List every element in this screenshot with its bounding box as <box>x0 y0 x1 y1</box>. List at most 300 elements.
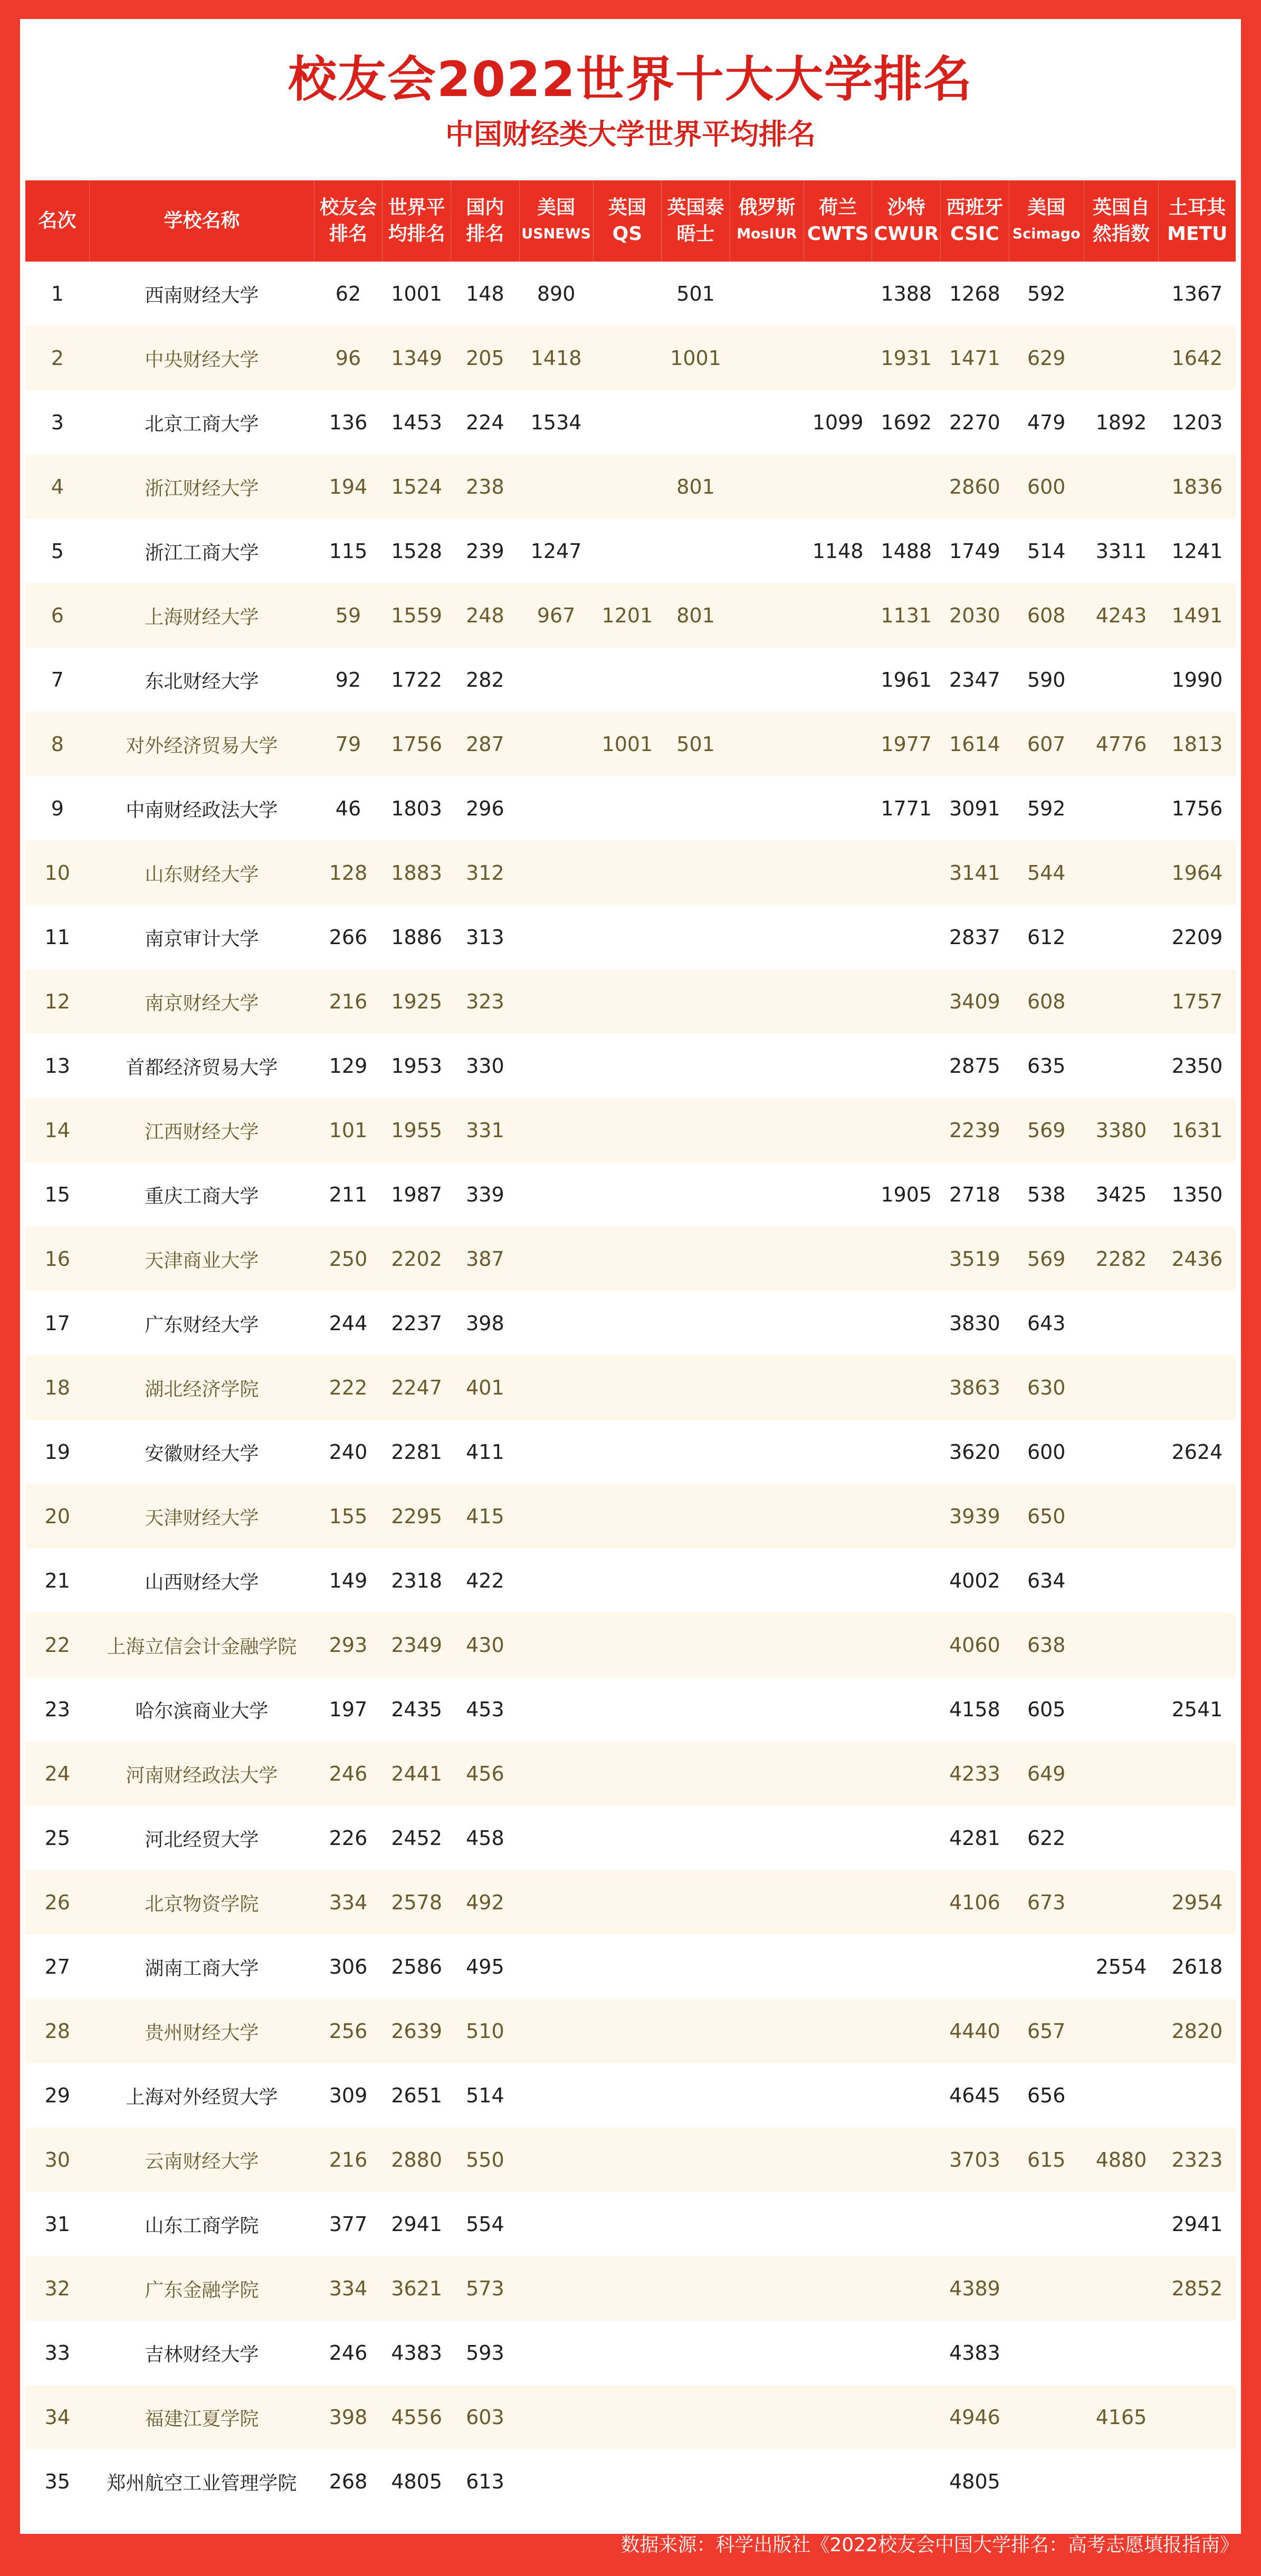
table-row <box>25 262 1236 326</box>
column-header <box>383 180 451 262</box>
ranking-value-cell: 238 <box>451 455 520 519</box>
ranking-value-cell <box>730 841 804 905</box>
rank-cell: 29 <box>25 2063 90 2128</box>
ranking-value-cell: 1524 <box>383 455 451 519</box>
ranking-value-cell <box>1084 2192 1159 2256</box>
ranking-value-cell: 148 <box>451 262 520 326</box>
ranking-value-cell <box>1159 2449 1236 2514</box>
ranking-value-cell: 890 <box>519 262 593 326</box>
ranking-value-cell: 226 <box>314 1806 383 1870</box>
ranking-value-cell: 4645 <box>941 2063 1009 2128</box>
ranking-value-cell <box>593 776 662 841</box>
ranking-value-cell: 801 <box>662 455 730 519</box>
ranking-value-cell: 4776 <box>1084 712 1159 776</box>
ranking-value-cell <box>593 1484 662 1549</box>
ranking-value-cell: 650 <box>1009 1484 1084 1549</box>
ranking-value-cell: 605 <box>1009 1677 1084 1742</box>
rank-cell: 28 <box>25 1999 90 2063</box>
ranking-value-cell <box>662 1484 730 1549</box>
ranking-value-cell: 607 <box>1009 712 1084 776</box>
ranking-value-cell: 638 <box>1009 1613 1084 1677</box>
ranking-value-cell: 2281 <box>383 1420 451 1484</box>
school-name-cell: 云南财经大学 <box>90 2128 314 2192</box>
ranking-value-cell: 1001 <box>662 326 730 390</box>
ranking-value-cell: 967 <box>519 583 593 648</box>
ranking-value-cell: 46 <box>314 776 383 841</box>
ranking-value-cell <box>519 455 593 519</box>
ranking-value-cell: 1931 <box>872 326 941 390</box>
ranking-value-cell: 1642 <box>1159 326 1236 390</box>
ranking-value-cell <box>804 1098 872 1162</box>
ranking-value-cell <box>730 1870 804 1935</box>
ranking-value-cell: 1977 <box>872 712 941 776</box>
ranking-card <box>20 19 1241 2534</box>
column-header-line1: 荷兰 <box>819 197 857 218</box>
column-header <box>804 180 872 262</box>
ranking-value-cell: 2954 <box>1159 1870 1236 1935</box>
ranking-value-cell <box>872 2321 941 2385</box>
ranking-value-cell: 3409 <box>941 969 1009 1034</box>
ranking-value-cell: 2247 <box>383 1356 451 1420</box>
ranking-value-cell: 309 <box>314 2063 383 2128</box>
ranking-value-cell: 224 <box>451 390 520 455</box>
rank-cell: 26 <box>25 1870 90 1935</box>
ranking-value-cell: 615 <box>1009 2128 1084 2192</box>
ranking-value-cell: 656 <box>1009 2063 1084 2128</box>
ranking-value-cell <box>872 1806 941 1870</box>
rank-cell: 8 <box>25 712 90 776</box>
ranking-value-cell: 244 <box>314 1291 383 1356</box>
ranking-value-cell <box>662 1034 730 1098</box>
rank-cell: 19 <box>25 1420 90 1484</box>
ranking-value-cell <box>519 1162 593 1227</box>
ranking-value-cell: 1990 <box>1159 648 1236 712</box>
ranking-value-cell <box>730 1356 804 1420</box>
column-header-line2: Scimago <box>1012 226 1081 242</box>
ranking-value-cell: 2452 <box>383 1806 451 1870</box>
ranking-value-cell <box>1084 2063 1159 2128</box>
ranking-value-cell: 398 <box>451 1291 520 1356</box>
ranking-value-cell: 1925 <box>383 969 451 1034</box>
ranking-value-cell <box>730 1227 804 1291</box>
ranking-value-cell <box>804 326 872 390</box>
school-name-cell: 哈尔滨商业大学 <box>90 1677 314 1742</box>
ranking-value-cell: 4383 <box>383 2321 451 2385</box>
ranking-value-cell: 136 <box>314 390 383 455</box>
ranking-value-cell <box>872 1227 941 1291</box>
school-name-cell: 山西财经大学 <box>90 1549 314 1613</box>
ranking-value-cell: 1001 <box>383 262 451 326</box>
ranking-value-cell: 313 <box>451 905 520 969</box>
ranking-value-cell: 1418 <box>519 326 593 390</box>
ranking-value-cell <box>730 712 804 776</box>
ranking-value-cell <box>519 2385 593 2449</box>
ranking-value-cell: 2435 <box>383 1677 451 1742</box>
column-header-line2: METU <box>1167 223 1228 245</box>
school-name-cell: 郑州航空工业管理学院 <box>90 2449 314 2514</box>
ranking-value-cell <box>1159 1613 1236 1677</box>
ranking-value-cell <box>519 1935 593 1999</box>
ranking-value-cell <box>519 2192 593 2256</box>
column-header-line2: USNEWS <box>521 226 591 242</box>
ranking-value-cell <box>519 1420 593 1484</box>
ranking-value-cell <box>662 2063 730 2128</box>
ranking-value-cell <box>662 1935 730 1999</box>
ranking-value-cell: 430 <box>451 1613 520 1677</box>
ranking-value-cell: 2860 <box>941 455 1009 519</box>
ranking-value-cell <box>593 1356 662 1420</box>
table-row <box>25 2256 1236 2321</box>
ranking-value-cell <box>872 2256 941 2321</box>
ranking-value-cell: 2282 <box>1084 1227 1159 1291</box>
ranking-value-cell: 538 <box>1009 1162 1084 1227</box>
ranking-value-cell <box>1159 1484 1236 1549</box>
ranking-value-cell: 495 <box>451 1935 520 1999</box>
ranking-value-cell <box>872 1291 941 1356</box>
ranking-value-cell: 649 <box>1009 1742 1084 1806</box>
ranking-value-cell: 603 <box>451 2385 520 2449</box>
column-header-line2: 晤士 <box>676 223 715 245</box>
ranking-value-cell: 1756 <box>383 712 451 776</box>
ranking-value-cell <box>519 1999 593 2063</box>
school-name-cell: 浙江财经大学 <box>90 455 314 519</box>
ranking-value-cell <box>1084 2449 1159 2514</box>
ranking-value-cell: 612 <box>1009 905 1084 969</box>
column-header-line2: CWTS <box>807 223 869 245</box>
ranking-value-cell: 1247 <box>519 519 593 583</box>
ranking-value-cell <box>804 1356 872 1420</box>
ranking-value-cell: 211 <box>314 1162 383 1227</box>
ranking-value-cell: 330 <box>451 1034 520 1098</box>
ranking-value-cell: 2554 <box>1084 1935 1159 1999</box>
ranking-value-cell <box>593 1935 662 1999</box>
rank-cell: 10 <box>25 841 90 905</box>
ranking-value-cell <box>804 1484 872 1549</box>
school-name-cell: 南京财经大学 <box>90 969 314 1034</box>
ranking-value-cell: 246 <box>314 2321 383 2385</box>
ranking-value-cell: 2941 <box>1159 2192 1236 2256</box>
ranking-value-cell: 1955 <box>383 1098 451 1162</box>
table-row <box>25 648 1236 712</box>
ranking-value-cell <box>519 1227 593 1291</box>
ranking-value-cell <box>519 648 593 712</box>
ranking-value-cell <box>730 905 804 969</box>
school-name-cell: 中南财经政法大学 <box>90 776 314 841</box>
rank-cell: 30 <box>25 2128 90 2192</box>
ranking-value-cell: 398 <box>314 2385 383 2449</box>
ranking-value-cell <box>1084 648 1159 712</box>
ranking-value-cell <box>593 2256 662 2321</box>
school-name-cell: 浙江工商大学 <box>90 519 314 583</box>
ranking-value-cell <box>872 1870 941 1935</box>
school-name-cell: 中央财经大学 <box>90 326 314 390</box>
ranking-value-cell: 415 <box>451 1484 520 1549</box>
ranking-value-cell <box>804 648 872 712</box>
rank-cell: 12 <box>25 969 90 1034</box>
table-row <box>25 841 1236 905</box>
ranking-value-cell: 608 <box>1009 583 1084 648</box>
ranking-value-cell <box>730 1935 804 1999</box>
ranking-value-cell <box>662 841 730 905</box>
ranking-value-cell: 4880 <box>1084 2128 1159 2192</box>
ranking-value-cell <box>519 2128 593 2192</box>
ranking-value-cell <box>941 1935 1009 1999</box>
school-name-cell: 对外经济贸易大学 <box>90 712 314 776</box>
ranking-value-cell: 3621 <box>383 2256 451 2321</box>
rank-cell: 7 <box>25 648 90 712</box>
ranking-value-cell <box>1084 1356 1159 1420</box>
column-header-line2: 排名 <box>329 223 367 245</box>
ranking-value-cell: 1241 <box>1159 519 1236 583</box>
ranking-value-cell <box>519 2449 593 2514</box>
ranking-value-cell <box>593 1227 662 1291</box>
ranking-value-cell <box>662 776 730 841</box>
column-header <box>519 180 593 262</box>
ranking-value-cell: 306 <box>314 1935 383 1999</box>
ranking-value-cell <box>519 905 593 969</box>
ranking-value-cell <box>730 2128 804 2192</box>
ranking-value-cell <box>730 2063 804 2128</box>
ranking-value-cell: 216 <box>314 2128 383 2192</box>
ranking-value-cell <box>1084 776 1159 841</box>
table-row <box>25 712 1236 776</box>
ranking-value-cell <box>804 2385 872 2449</box>
ranking-value-cell: 573 <box>451 2256 520 2321</box>
ranking-value-cell: 634 <box>1009 1549 1084 1613</box>
ranking-value-cell <box>730 2385 804 2449</box>
ranking-value-cell <box>1084 1484 1159 1549</box>
ranking-value-cell <box>519 841 593 905</box>
rank-cell: 6 <box>25 583 90 648</box>
table-row <box>25 1420 1236 1484</box>
ranking-value-cell: 554 <box>451 2192 520 2256</box>
column-header-line1: 名次 <box>38 210 77 232</box>
ranking-value-cell <box>519 1356 593 1420</box>
ranking-value-cell <box>662 1999 730 2063</box>
school-name-cell: 吉林财经大学 <box>90 2321 314 2385</box>
ranking-value-cell: 1201 <box>593 583 662 648</box>
ranking-value-cell <box>872 2128 941 2192</box>
ranking-value-cell: 3863 <box>941 1356 1009 1420</box>
ranking-value-cell <box>593 905 662 969</box>
ranking-value-cell <box>1159 1356 1236 1420</box>
school-name-cell: 福建江夏学院 <box>90 2385 314 2449</box>
ranking-value-cell: 312 <box>451 841 520 905</box>
ranking-value-cell: 456 <box>451 1742 520 1806</box>
ranking-value-cell <box>1084 1870 1159 1935</box>
ranking-value-cell: 550 <box>451 2128 520 2192</box>
ranking-value-cell: 629 <box>1009 326 1084 390</box>
ranking-value-cell <box>662 1677 730 1742</box>
ranking-value-cell <box>730 390 804 455</box>
ranking-value-cell: 1803 <box>383 776 451 841</box>
column-header-line2: MosIUR <box>737 226 797 242</box>
ranking-value-cell: 2624 <box>1159 1420 1236 1484</box>
table-row <box>25 1677 1236 1742</box>
ranking-value-cell <box>593 1034 662 1098</box>
school-name-cell: 东北财经大学 <box>90 648 314 712</box>
ranking-value-cell: 334 <box>314 2256 383 2321</box>
column-header-line1: 英国 <box>608 197 646 218</box>
ranking-value-cell <box>730 776 804 841</box>
ranking-value-cell: 240 <box>314 1420 383 1484</box>
ranking-value-cell <box>804 1742 872 1806</box>
ranking-value-cell: 4243 <box>1084 583 1159 648</box>
rank-cell: 3 <box>25 390 90 455</box>
table-row <box>25 326 1236 390</box>
ranking-value-cell: 1836 <box>1159 455 1236 519</box>
ranking-value-cell <box>593 1870 662 1935</box>
ranking-value-cell: 569 <box>1009 1098 1084 1162</box>
ranking-value-cell: 2323 <box>1159 2128 1236 2192</box>
column-header-line1: 西班牙 <box>946 197 1004 218</box>
ranking-value-cell: 1099 <box>804 390 872 455</box>
ranking-value-cell: 3091 <box>941 776 1009 841</box>
table-row <box>25 2192 1236 2256</box>
ranking-value-cell <box>1084 2256 1159 2321</box>
ranking-value-cell <box>730 2449 804 2514</box>
ranking-value-cell <box>804 969 872 1034</box>
ranking-value-cell <box>730 1999 804 2063</box>
ranking-value-cell: 268 <box>314 2449 383 2514</box>
ranking-value-cell <box>730 1420 804 1484</box>
ranking-value-cell: 592 <box>1009 776 1084 841</box>
ranking-value-cell <box>730 1291 804 1356</box>
ranking-value-cell: 2209 <box>1159 905 1236 969</box>
ranking-value-cell <box>804 1291 872 1356</box>
ranking-value-cell <box>1084 1999 1159 2063</box>
ranking-value-cell <box>1084 1806 1159 1870</box>
column-header-line1: 校友会 <box>319 197 377 218</box>
ranking-value-cell: 2578 <box>383 1870 451 1935</box>
school-name-cell: 河南财经政法大学 <box>90 1742 314 1806</box>
ranking-value-cell: 1813 <box>1159 712 1236 776</box>
ranking-value-cell: 657 <box>1009 1999 1084 2063</box>
ranking-value-cell <box>593 1098 662 1162</box>
ranking-value-cell: 2718 <box>941 1162 1009 1227</box>
ranking-value-cell: 1491 <box>1159 583 1236 648</box>
ranking-value-cell: 2941 <box>383 2192 451 2256</box>
ranking-value-cell: 1892 <box>1084 390 1159 455</box>
school-name-cell: 广东财经大学 <box>90 1291 314 1356</box>
ranking-value-cell: 1559 <box>383 583 451 648</box>
rank-cell: 4 <box>25 455 90 519</box>
ranking-value-cell: 4165 <box>1084 2385 1159 2449</box>
ranking-value-cell <box>1159 2385 1236 2449</box>
ranking-value-cell <box>662 1806 730 1870</box>
table-row <box>25 455 1236 519</box>
ranking-value-cell <box>730 326 804 390</box>
ranking-value-cell: 96 <box>314 326 383 390</box>
ranking-value-cell <box>593 1291 662 1356</box>
ranking-value-cell <box>1009 2256 1084 2321</box>
ranking-value-cell: 92 <box>314 648 383 712</box>
rank-cell: 21 <box>25 1549 90 1613</box>
ranking-value-cell <box>804 262 872 326</box>
ranking-value-cell: 411 <box>451 1420 520 1484</box>
ranking-value-cell <box>593 841 662 905</box>
ranking-value-cell <box>872 969 941 1034</box>
ranking-value-cell <box>872 1742 941 1806</box>
ranking-value-cell: 1886 <box>383 905 451 969</box>
column-header-line1: 英国泰 <box>667 197 724 218</box>
rank-cell: 11 <box>25 905 90 969</box>
ranking-value-cell <box>662 1549 730 1613</box>
ranking-value-cell <box>1084 905 1159 969</box>
ranking-value-cell <box>1084 1034 1159 1098</box>
rank-cell: 17 <box>25 1291 90 1356</box>
ranking-value-cell <box>730 1098 804 1162</box>
rank-cell: 14 <box>25 1098 90 1162</box>
ranking-value-cell <box>730 1549 804 1613</box>
ranking-value-cell <box>662 390 730 455</box>
ranking-value-cell: 1756 <box>1159 776 1236 841</box>
ranking-value-cell <box>1009 2321 1084 2385</box>
school-name-cell: 重庆工商大学 <box>90 1162 314 1227</box>
table-row <box>25 1999 1236 2063</box>
ranking-value-cell <box>804 776 872 841</box>
ranking-value-cell <box>872 1356 941 1420</box>
ranking-value-cell <box>804 1806 872 1870</box>
ranking-value-cell: 266 <box>314 905 383 969</box>
rank-cell: 34 <box>25 2385 90 2449</box>
rank-cell: 1 <box>25 262 90 326</box>
table-row <box>25 1291 1236 1356</box>
ranking-value-cell: 4158 <box>941 1677 1009 1742</box>
ranking-value-cell <box>662 1162 730 1227</box>
ranking-value-cell: 101 <box>314 1098 383 1162</box>
ranking-value-cell <box>1159 1806 1236 1870</box>
ranking-value-cell <box>730 1677 804 1742</box>
ranking-value-cell <box>730 1742 804 1806</box>
ranking-value-cell <box>519 969 593 1034</box>
ranking-value-cell <box>1084 969 1159 1034</box>
ranking-value-cell <box>1159 1291 1236 1356</box>
ranking-value-cell <box>1084 262 1159 326</box>
column-header <box>941 180 1009 262</box>
ranking-value-cell <box>593 455 662 519</box>
ranking-value-cell: 62 <box>314 262 383 326</box>
table-row <box>25 2321 1236 2385</box>
ranking-value-cell: 216 <box>314 969 383 1034</box>
ranking-value-cell: 149 <box>314 1549 383 1613</box>
ranking-value-cell <box>872 2063 941 2128</box>
table-row <box>25 1549 1236 1613</box>
ranking-value-cell <box>804 2321 872 2385</box>
ranking-value-cell <box>519 1742 593 1806</box>
column-header <box>593 180 662 262</box>
ranking-value-cell: 256 <box>314 1999 383 2063</box>
rank-cell: 16 <box>25 1227 90 1291</box>
ranking-value-cell: 387 <box>451 1227 520 1291</box>
ranking-value-cell <box>941 2192 1009 2256</box>
ranking-value-cell: 1388 <box>872 262 941 326</box>
ranking-value-cell: 59 <box>314 583 383 648</box>
column-header-line1: 沙特 <box>887 197 925 218</box>
ranking-value-cell <box>1084 1549 1159 1613</box>
page-subtitle: 中国财经类大学世界平均排名 <box>445 118 816 151</box>
ranking-value-cell <box>519 2063 593 2128</box>
ranking-value-cell: 1964 <box>1159 841 1236 905</box>
ranking-value-cell <box>519 2321 593 2385</box>
ranking-value-cell: 4233 <box>941 1742 1009 1806</box>
ranking-value-cell <box>1009 2449 1084 2514</box>
ranking-value-cell <box>519 1870 593 1935</box>
ranking-value-cell: 1883 <box>383 841 451 905</box>
ranking-value-cell <box>872 1613 941 1677</box>
ranking-value-cell <box>730 455 804 519</box>
ranking-value-cell: 1534 <box>519 390 593 455</box>
